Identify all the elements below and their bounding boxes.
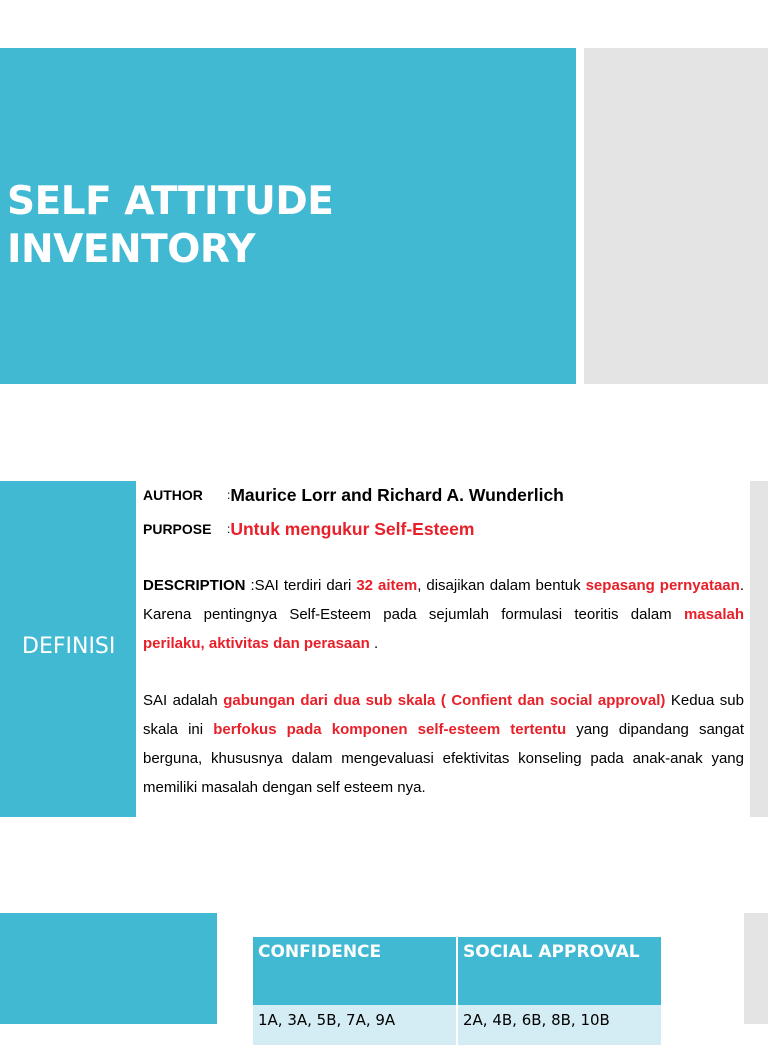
description-highlight-2: sepasang pernyataan	[585, 577, 740, 594]
description-paragraph	[143, 571, 744, 658]
table-header-row	[253, 937, 661, 1005]
description-text-2: , disajikan dalam bentuk	[417, 577, 586, 594]
sai-text-2: Kedua sub skala ini	[143, 692, 744, 738]
author-key: AUTHOR	[143, 487, 203, 503]
description-key: DESCRIPTION	[143, 577, 246, 594]
slide-title-line-2: INVENTORY	[7, 227, 256, 272]
slide-title	[7, 178, 333, 274]
author-value: Maurice Lorr and Richard A. Wunderlich	[230, 484, 564, 505]
purpose-key: PURPOSE	[143, 521, 212, 537]
description-text-1: :SAI terdiri dari	[245, 577, 357, 594]
purpose-row	[143, 512, 744, 546]
sai-highlight-2: berfokus pada komponen self-esteem tertentu	[213, 721, 567, 738]
title-slide-side-panel	[584, 48, 768, 384]
author-colon: :	[227, 488, 231, 502]
description-text-4: .	[369, 635, 379, 652]
header-social-approval: SOCIAL APPROVAL	[457, 937, 661, 1005]
subscale-table	[253, 937, 661, 1045]
section-label: DEFINISI	[22, 634, 116, 659]
purpose-value: Untuk mengukur Self-Esteem	[230, 518, 475, 539]
definition-side-panel	[750, 481, 768, 817]
table-row	[253, 1005, 661, 1045]
author-row	[143, 478, 744, 512]
sai-paragraph	[143, 686, 744, 802]
subscale-panel	[0, 913, 217, 1024]
description-highlight-3: masalah perilaku, aktivitas dan perasaan	[143, 606, 744, 652]
slide-title-line-1: SELF ATTITUDE	[7, 179, 334, 224]
sai-text-1: SAI adalah	[143, 692, 224, 709]
header-confidence: CONFIDENCE	[253, 937, 457, 1005]
description-highlight-1: 32 aitem	[356, 577, 418, 594]
subscale-side-panel	[744, 913, 768, 1024]
sai-highlight-1: gabungan dari dua sub skala ( Confient dan social approval)	[223, 692, 666, 709]
definition-body	[143, 478, 744, 802]
description-text-3: . Karena pentingnya Self-Esteem pada sejumlah formulasi teoritis dalam	[143, 577, 744, 623]
table-cell: 1A, 3A, 5B, 7A, 9A	[253, 1005, 457, 1045]
sai-text-3: yang dipandang sangat berguna, khususnya dalam mengevaluasi efektivitas konseling pada anak-anak yang memiliki masalah dengan self esteem nya.	[143, 721, 744, 796]
table-cell: 2A, 4B, 6B, 8B, 10B	[457, 1005, 661, 1045]
purpose-colon: :	[227, 522, 231, 536]
